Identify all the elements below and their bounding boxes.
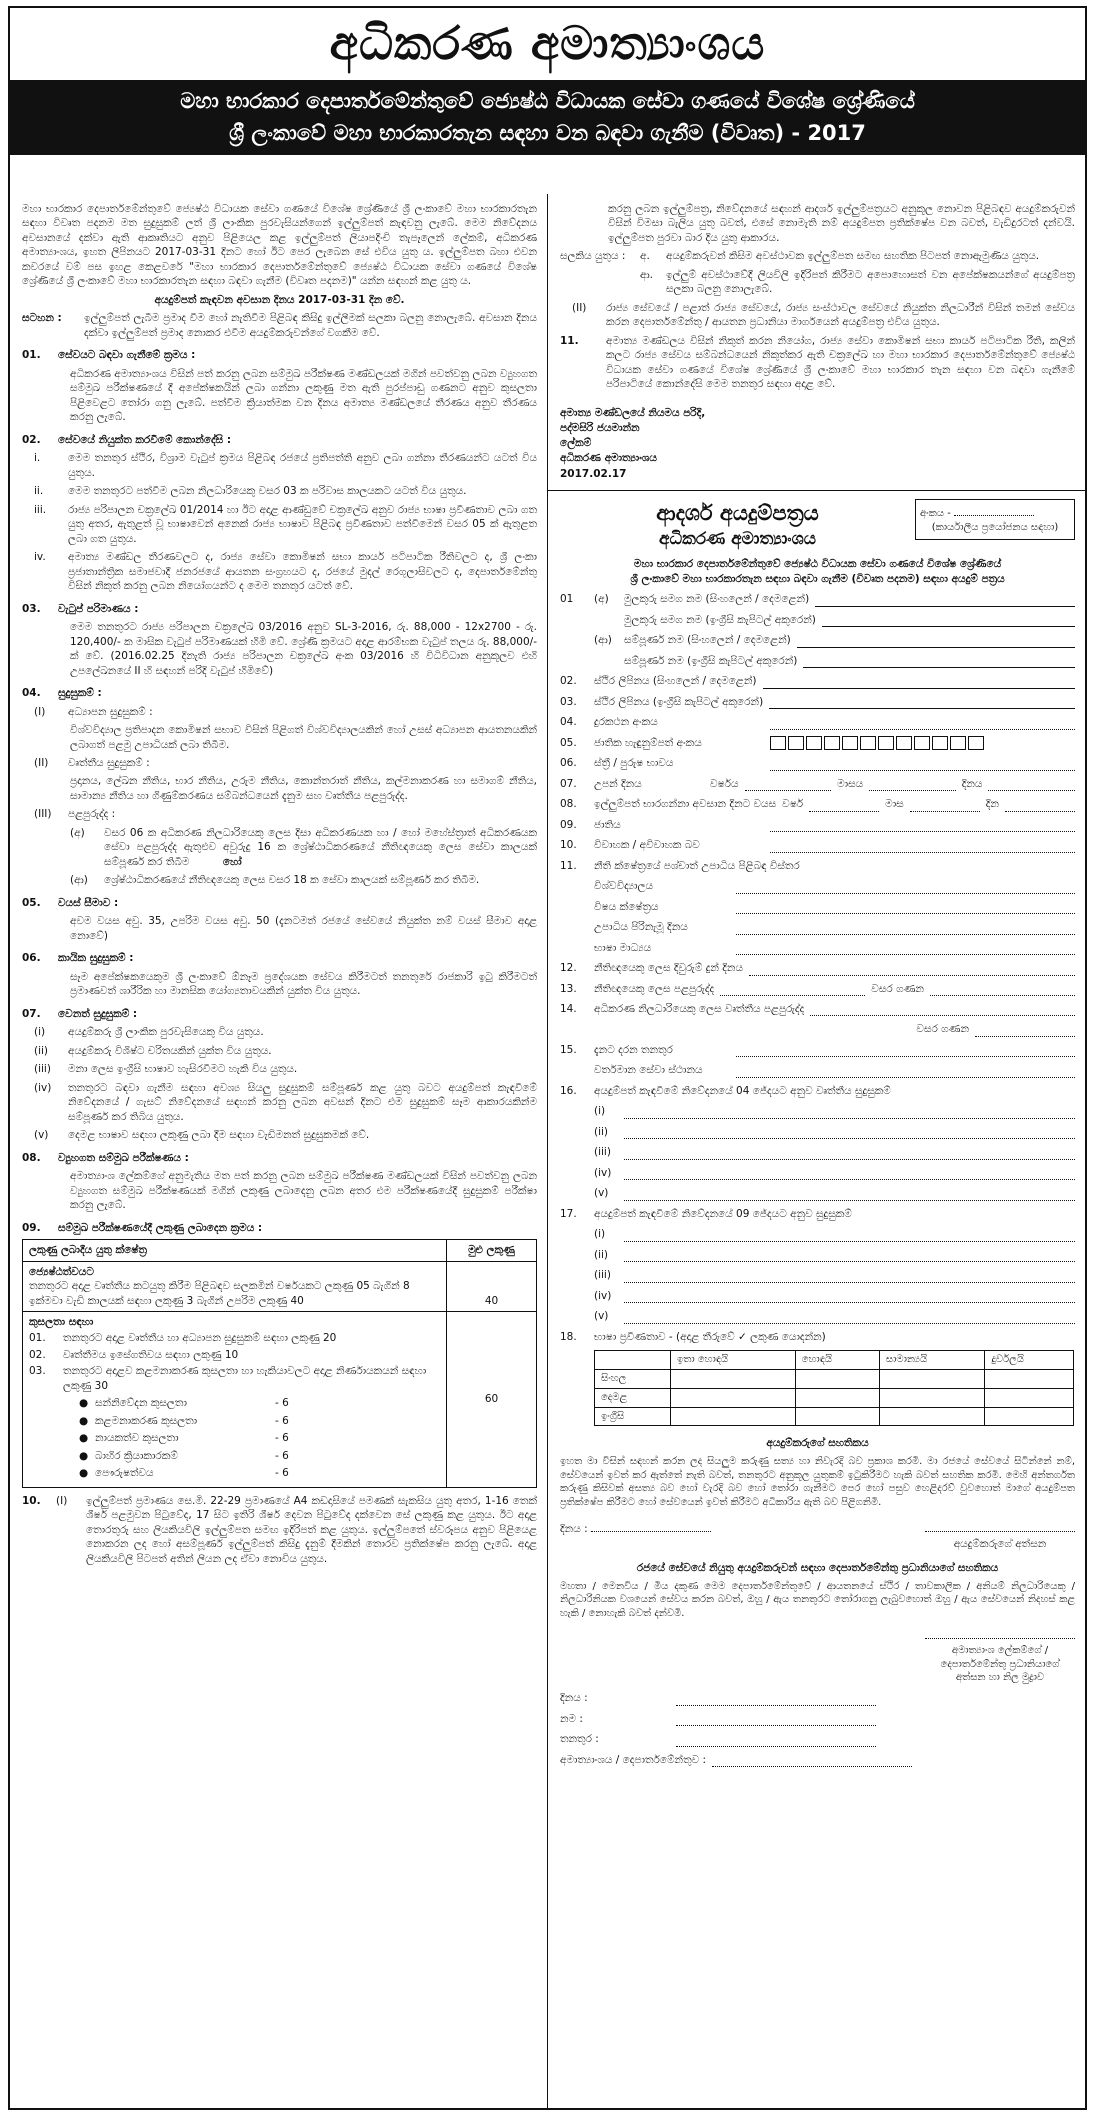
section-06-heading: 06. කායික සුදුසුකම් : [22,952,134,965]
s02-item: ii. මෙම තනතුරට පත්වීම ලබන නිලධාරියෙකු වසර 03 ක පරිවාස කාලයකට යටත් විය යුතුය. [34,485,467,498]
s04-iii-a: (අ) වසර 06 ක අධිකරණ නිලධාරියෙකු ලෙස දිසා අධිකරණයක හා / හෝ මහේස්ත්‍රාත් අධිකරණයක සේවා පළපුරුද්ද ඇතුළුව අවුරුදු 16 ක ශ්‍රේෂ්ඨාධිකරණයේ නීතිඥයෙකු ලෙස සේවා කාලයක් සම්පූර්ණ කර තිබීම හෝ [70,826,537,868]
field-postgrad: 11. නීති ක්ෂේත්‍රයේ පශ්චාත් උපාධිය පිළිබඳ විස්තර [560,859,800,872]
field-current-post[interactable]: 15. දැනට දරන තනතුර [560,1043,1075,1057]
field-prof-qual: 16. අයදුම්පත් කැඳවීමේ නිවේදනයේ 04 ජේදයට අනුව වෘත්තීය සුදුසුකම් [560,1084,891,1097]
field-head-name[interactable]: නම : [560,1712,1075,1726]
table-row: දෙමළ [595,1388,1074,1407]
field-dob[interactable]: 07. උපන් දිනය වර්ෂය මාසය දිනය [560,777,1075,791]
field-qual-09-4[interactable]: (iv) [560,1289,1075,1303]
s04-ii-text: ප්‍රදානය, ලේඛන නීතිය, භාර නීතිය, උරුම නීතිය, කොන්තරාත් නීතිය, කල්මනාකරණ හා සමාගම් නීතිය, සාමාන්‍ය නීතිය හා ගිණුම්කරණය සම්බන්ධයෙන් දැනුම සහ වෘත්තීය පළපුරුද්ද. [70,775,537,802]
field-prof-qual-3[interactable]: (iii) [560,1145,1075,1159]
note: සටහන : ඉල්ලුම්පත් ලැබීම ප්‍රමාද වීම හෝ නැතිවීම පිළිබඳ කිසිදු ඉල්ලීමක් සලකා බලනු නොලැබේ. අවසාන දිනය දක්වා ඉල්ලුම්පත් ප්‍රමාද නොකර එවීම අයදුම්කරුවන්ගේ වගකීම වේ. [22,312,537,339]
s04-i-text: විශ්වවිද්‍යාල ප්‍රතිපාදන කොමිෂන් සභාව විසින් පිළිගත් විශ්වවිද්‍යාලයකින් හෝ උසස් අධ්‍යාපන ආයතනයකින් ලබාගත් පළමු උපාධියක් ලබා තිබීම. [70,724,537,751]
list-item: ● නායකත්ව කුසලතා - 6 [79,1432,289,1445]
section-04-heading: 04. සුදුසුකම් : [22,687,102,700]
table-row: ඉංග්‍රීසි [595,1407,1074,1426]
sub-note-b: ආ. ඉල්ලුම් අවස්ථාවේදී ලියවිලි ඉදිරිපත් කිරීමට අපොහොසත් වන අපේක්ෂකයන්ගේ අයදුම්පත්‍ර සලකා බලනු නොලැබේ. [640,268,1075,296]
section-10: 10. (I) ඉල්ලුම්පත් ප්‍රමාණය සෙ.මි. 22-29 ප්‍රමාණයේ A4 කඩදාසියේ පමණක් සැකසිය යුතු අතර, 1-16 තෙක් ශීර්ෂ පළමුවන පිටුවේද, 17 සිට ඉතිරි ශීර්ෂ දෙවන පිටුවේද දක්වෙන සේ ලකුණු කළ යුතුය. ඊට අදාළ තොරතුරු සහ ලියකියවිලි ඉල්ලුම්පත සමඟ ඉදිරිපත් කළ යුතුය. ඉල්ලුම්පතේ ස්වරූපය අනුව පිළියෙළ නොකරන ලද හෝ අසම්පූර්ණ ඉල්ලුම්පත් කිසිදු දැනුම් දීමකින් තොරව ප්‍රතික්ෂේප කරනු ලැබේ. අදාළ ලියකියවිලි පිටපත් අතින් ලියන ලද ඒවා නොවිය යුතුය. [22,1494,537,1565]
field-workplace[interactable]: වර්තමාන සේවා ස්ථානය [560,1063,1075,1077]
form-subtitle-1: මහා භාරකාර දෙපාර්තමේන්තුවේ ජ්‍යෙෂ්ඨ විධායක සේවා ගණයේ විශේෂ ශ්‍රේණියේ [633,558,1002,571]
field-language: 18. භාෂා ප්‍රවීණතාව - (අදාළ තීරුවේ ✓ ලකුණ යොදන්න) [560,1330,826,1343]
field-prof-qual-1[interactable]: (i) [560,1104,1075,1118]
marks-merit: කුසලතා සඳහා 01. තනතුරට අදාළ වෘත්තීය හා අධ්‍යාපන සුදුසුකම් සඳහා ලකුණු 20 02. වෘත්තීමය ඉසේගතිවය සඳහා ලකුණු 10 03. තනතුරට අදාළව කළමනාකරණ කුසලතා හා හැකියාවලට අදාළ නිර්ණායකයන් සඳහා ලකුණු 30 ● සන්නිවේදන කුසලතා - 6 ● කළමනාකරණ කුසලතා - 6 ● නායකත්ව කුසලතා - 6 ● බාහිර ක්‍රියාකාරකම් - 6 ● පෞරුෂත්වය - 6 [23,1312,447,1488]
marks-seniority: ජ්‍යෙෂ්ඨත්වයට තනතුරට අදාළ වෘත්තීය කටයුතු කිරීම පිළිබඳව සලකමින් වර්ෂයකට ලකුණු 05 බැගින් 8 ඉක්මවා වැඩි කාලයක් සඳහා ලකුණු 3 බැගින් උපරිම ලකුණු 40 [23,1261,447,1311]
field-qual-09-2[interactable]: (ii) [560,1248,1075,1262]
list-item: ● බාහිර ක්‍රියාකාරකම් - 6 [79,1449,289,1462]
marks-table [22,1239,537,1488]
list-item: ● පෞරුෂත්වය - 6 [79,1467,289,1480]
section-02-heading: 02. සේවයේ නියුක්ත කරවීමේ කොන්දේසි : [22,433,232,446]
marks-th-field: ලකුණු ලබාදීය යුතු ක්ෂේත්‍ර [23,1240,447,1261]
field-qual-09-1[interactable]: (i) [560,1227,1075,1241]
right-column [548,194,1085,2108]
section-01-heading: 01. සේවයට බඳවා ගැනීමේ ක්‍රමය : [22,349,196,362]
table-row: සිංහල [595,1370,1074,1389]
field-prof-qual-4[interactable]: (iv) [560,1166,1075,1180]
continued-text: කරනු ලබන ඉල්ලුම්පත්‍ර, නිවේදනයේ සඳහන් ආදර්ශ ඉල්ලුම්පත්‍රයට අනුකූල නොවන පිළිබඳව අයදුම්කරුවන් විසින් විමසා බැලිය යුතු බවත්, එසේ නොමැති නම් අයදුම්පත ප්‍රතික්ෂේප වන බවත්, වැඩිදුරටත් දන්වයි. ඉල්ලුම්පත පුරවා බාර දිය යුතු ආකාරය. [608,203,1075,244]
marks-seniority-total: 40 [447,1261,537,1311]
s04-i-heading: (I) අධ්‍යාපන සුදුසුකම් : [34,705,153,718]
section-03-heading: 03. වැටුප් පරිමාණය : [22,602,139,615]
s02-item: iv. අමාත්‍ය මණ්ඩල තීරණවලට ද, රාජ්‍ය සේවා කොමිෂන් සභා කාර්ය පටිපාටික රීතිවලට ද, ශ්‍රී ලංකා ප්‍රජාතාන්ත්‍රික සමාජවාදී ජනරජයේ ආයතන සංග්‍රහයට ද, රජයේ මුදල් රෙගුලාසිවලට ද, දෙපාර්තමේන්තු විසින් නිකුත් කරනු ලබන නියෝගයන්ට ද මෙම තනතුර යටත් වේ. [34,551,537,593]
closing-date: අයදුම්පත් කැඳවන අවසාන දිනය 2017-03-31 දින වේ. [154,293,405,306]
s07-item: (v) දෙමළ භාෂාව සඳහා ලකුණු ලබා දීම සඳහා වැඩිමනත් සුදුසුකමක් වේ. [34,1129,370,1142]
notice-banner [10,80,1085,155]
field-full-name-si[interactable]: (ආ) සම්පූර්ණ නම (සිංහලෙන් / දෙමළෙන්) [560,633,1075,647]
field-full-name-en[interactable]: සම්පූර්ණ නම (ඉංග්‍රීසි කැපිටල් අකුරෙන්) [560,654,1075,668]
field-civil-status[interactable]: 10. විවාහක / අවිවාහක බව [560,838,1075,852]
sub-note-ii: (II) රාජ්‍ය සේවයේ / පළාත් රාජ්‍ය සේවයේ, රාජ්‍ය සංස්ථාවල සේවයේ නියුක්ත නිලධාරීන් විසින් තමන් සේවය කරන දෙපාර්තමේන්තු / ආයතන ප්‍රධානියා මාර්ගයෙන් අයදුම්පත්‍ර එවිය යුතුය. [572,301,1075,329]
marks-merit-total: 60 [447,1312,537,1488]
field-head-date[interactable]: දිනය : [560,1691,1075,1705]
marks-th-total: මුළු ලකුණු [447,1240,537,1261]
applicant-sign-row[interactable]: දිනය : අයදුම්කරුගේ අත්සන [560,1520,1075,1551]
field-subject[interactable]: විෂය ක්ෂේත්‍රය [560,900,1075,914]
applicant-cert-heading: අයදුම්කරුගේ සහතිකය [766,1437,869,1450]
s04-iii-heading: (III) පළපුරුද්ද : [34,808,116,821]
field-age[interactable]: 08. ඉල්ලුම්පත් භාරගන්නා අවසාන දිනට වයස වර්ෂ මාස දින [560,797,1075,811]
field-qual-09-5[interactable]: (v) [560,1309,1075,1323]
field-name-initials-en[interactable]: මුලකුරු සමග නම (ඉංග්‍රීසි කැපිටල් අකුරෙන්) [560,613,1075,627]
language-table: ඉතා හොඳයි හොඳයි සාමාන්‍යයි දුර්වලයි සිංහල දෙමළ ඉංග්‍රීසි [594,1350,1074,1426]
form-title: ආදර්ශ අයදුම්පත්‍රය [656,499,819,525]
field-head-post[interactable]: තනතුර : [560,1732,1075,1746]
application-form [548,490,1085,1767]
field-oath-date[interactable]: 12. නීතිඥයෙකු ලෙස දිවුරුම් දුන් දිනය [560,961,1075,975]
banner-line-1: මහා භාරකාර දෙපාර්තමේන්තුවේ ජ්‍යෙෂ්ඨ විධායක සේවා ගණයේ විශේෂ ශ්‍රේණියේ [180,89,915,113]
s02-item: iii. රාජ්‍ය පරිපාලන චක්‍රලේඛ 01/2014 හා ඊට අදාළ ආණ්ඩුවේ චක්‍රලේඛ අනුව රාජ්‍ය භාෂා ප්‍රවීණතාව ලබා ගත යුතු අතර, ඇතුළත් වූ භාෂාවෙන් අනෙක් රාජ්‍ය භාෂාව පිළිබඳ ප්‍රවීණතාව පත්වීමෙන් වසර 05 ක් ඇතුළත ලබා ගත යුතුය. [34,503,537,545]
section-07-heading: 07. වෙනත් සුදුසුකම් : [22,1007,138,1020]
section-08-heading: 08. ව්‍යුහගත සම්මුඛ පරීක්ෂණය : [22,1151,189,1164]
field-lawyer-experience[interactable]: 13. නීතිඥයෙකු ලෙස පළපුරුද්ද වසර ගණන [560,982,1075,996]
s07-item: (ii) අයදුම්කරු විශිෂ්ට චරිතයකින් යුක්ත විය යුතුය. [34,1044,272,1057]
head-sign-block[interactable]: අමාත්‍යාංශ ලේකම්ගේ / දෙපාර්තමේන්තු ප්‍රධානියාගේ අත්සන හා නිල මුද්‍රාව [560,1627,1075,1685]
section-01-text: අධිකරණ අමාත්‍යාංශය විසින් පත් කරනු ලබන සම්මුඛ පරීක්ෂණ මණ්ඩලයක් මගින් පවත්වනු ලබන ව්‍යුහගත සම්මුඛ පරීක්ෂණයේ දී අපේක්ෂකයින් ලබා ගන්නා ලකුණු මත ඇති පුරප්පාඩු ගණනට අනුව කුසලතා පිළිවෙළට තෝරා ගනු ලැබේ. පත්වීම ක්‍රියාත්මක වන දිනය අමාත්‍ය මණ්ඩලයේ තීරණය අනුව තීරණය කරනු ලැබේ. [70,367,537,424]
s07-item: (iv) තනතුරට බඳවා ගැනීම සඳහා අවශ්‍ය සියලු සුදුසුකම් සම්පූර්ණ කළ යුතු බවට අයදුම්පත් කැඳවීමේ නිවේදනයේ / ගැසට් නිවේදනයේ සඳහන් කරනු ලබන අවසන් දිනට එම සුදුසුකම් සෑම ආකාරයකින්ම සම්පූර්ණ කර තිබිය යුතුය. [34,1081,537,1123]
field-prof-qual-2[interactable]: (ii) [560,1125,1075,1139]
head-cert-text: මහතා / මෙනවිය / මිය දකුණ මෙම දෙපාර්තමේන්තුවේ / ආයතනයේ ස්ථිර / තාවකාලික / අනියම් නිලධාරියෙකු / නිලධාරිනියක වශයෙන් සේවය කරන බවත්, ඔහු / ඇය තනතුරට තෝරාගනු ලැබුවහොත් ඔහු / ඇය සේවයෙන් නිදහස් කළ හැකි / නොහැකි බවත් දන්වමි. [560,1580,1075,1620]
field-medium[interactable]: භාෂා මාධ්‍යය [560,941,1075,955]
field-name-initials-si[interactable]: 01 (අ) මුලකුරු සමග නම (සිංහලෙන් / දෙමළෙන්) [560,592,1075,606]
notice-page [8,6,1087,2110]
s04-iii-b: (ආ) ශ්‍රේෂ්ඨාධිකරණයේ නීතිඥයෙකු ලෙස වසර 18 ක සේවා කාලයක් සම්පූර්ණ කර තිබීම. [70,874,480,887]
field-nic[interactable]: 05. ජාතික හැඳුනුම්පත් අංකය [560,736,1075,750]
list-item: ● කළමනාකරණ කුසලතා - 6 [79,1414,289,1427]
signature-block: අමාත්‍ය මණ්ඩලයේ නියමය පරිදි, පද්මසිරි ජයමාන්න ලේකම් අධිකරණ අමාත්‍යාංශය 2017.02.17 [560,406,706,480]
banner-line-2: ශ්‍රී ලංකාවේ මහා භාරකාරතැන සඳහා වන බඳවා ගැනීම (විවෘත) - 2017 [229,120,866,145]
intro-paragraph: මහා භාරකාර දෙපාර්තමේන්තුවේ ජ්‍යෙෂ්ඨ විධායක සේවා ගණයේ විශේෂ ශ්‍රේණියේ ශ්‍රී ලංකාවේ මහා භාරකාරතැන සඳහා විවෘත පදනම මත සුදුසුකම් ලත් ශ්‍රී ලාංකික පුරවැසියන්ගෙන් ඉල්ලුම්පත් කැඳවනු ලැබේ. මෙම නිවේදනය අවසානයේ දක්වා ඇති ආකෘතියට අනුව පිළියෙල කළ ඉල්ලුම්පත් ලියාපදිංචි තැපෑලෙන් ලේකම්, අධිකරණ අමාත්‍යාංශය, ඉහත ලිපිනයට 2017-03-31 දිනට හෝ ඊට පෙර ලැබෙන සේ එවිය යුතු ය. ඉල්ලුම්පත බහා එවන කවරයේ වම් පස ඉහළ කෙළවරේ "මහා භාරකාර දෙපාර්තමේන්තුවේ ජ්‍යෙෂ්ඨ විධායක සේවා ගණයේ විශේෂ ශ්‍රේණියේ ශ්‍රී ලංකාවේ මහා භාරකාරතැන සඳහා බඳවා ගැනීම (විවෘත පදනම)" යන්න සඳහන් කළ යුතු ය. [22,203,537,288]
left-column [10,194,548,2108]
section-09-heading: 09. සම්මුඛ පරීක්ෂණයේදී ලකුණු ලබාදෙන ක්‍රමය : [22,1221,263,1234]
s07-item: (iii) මනා ලෙස ඉංග්‍රීසි භාෂාව හැසිරවීමට හැකි විය යුතුය. [34,1063,298,1076]
field-gender[interactable]: 06. ස්ත්‍රී / පුරුෂ භාවය [560,756,1075,770]
list-item: ● සන්නිවේදන කුසලතා - 6 [79,1397,289,1410]
section-05-heading: 05. වයස් සීමාව : [22,896,119,909]
ministry-title: අධිකරණ අමාත්‍යාංශය [329,16,766,71]
applicant-cert-text: ඉහත මා විසින් සඳහන් කරන ලද සියලුම කරුණු සත්‍ය හා නිවැරදි බව ප්‍රකාශ කරමි. මා රජයේ සේවයේ සිටින්නේ නම්, සේවයෙන් ඉවත් කර ඇත්තේ නැති බවත්, තනතුරට අනුකූල යුතුකම් ඉටුකිරීමට හැකි බවත් සහතික කරමි. මෙහි අන්තර්ගත කරුණු කිසිවක් අසත්‍ය බව හෝ වැරදි බව හෝ තෝරා ගැනීමට පෙර හෝ පසුව හෙළිදරව් වුවහොත් මාගේ අයදුම්පත ප්‍රතික්ෂේප කිරීමට හෝ සේවයෙන් ඉවත් කිරීමට අධිකාරිය ඇති බව පිළිගනිමි. [560,1455,1075,1509]
s07-item: (i) අයදුම්කරු ශ්‍රී ලාංකික පුරවැසියෙකු විය යුතුය. [34,1026,264,1039]
field-judicial-years[interactable]: වසර ගණන [560,1022,1075,1036]
section-11: 11. අමාත්‍ය මණ්ඩලය විසින් නිකුත් කරන නියෝග, රාජ්‍ය සේවා කොමිෂන් සභා කාර්ය පටිපාටික රීති, කලින් කලට රාජ්‍ය සේවය සම්බන්ධයෙන් නිකුත්කර ඇති චක්‍රලේඛ හා මහා භාරකාර දෙපාර්තමේන්තුවේ ජ්‍යෙෂ්ඨ විධායක සේවා ගණයේ විශේෂ ශ්‍රේණියේ ශ්‍රී ලංකාවේ මහා භාරකාර තැන සඳහා වන බඳවා ගැනීමේ පරිපාටියේ කොන්දේසි මෙම තනතුර සඳහා අදාළ වේ. [560,334,1075,391]
field-university[interactable]: විශ්වවිද්‍යාලය [560,879,1075,893]
section-06-text: සෑම අපේක්ෂකයෙකුම ශ්‍රී ලංකාවේ ඕනෑම ප්‍රදේශයක සේවය කිරීමටත් තනතුරේ රාජකාරි ඉටු කිරීමටත් ප්‍රමාණවත් ශාරීරික හා මානසික යෝග්‍යතාවයකින් යුක්ත විය යුතුය. [70,970,537,998]
field-address-en[interactable]: 03. ස්ථිර ලිපිනය (ඉංග්‍රීසි කැපිටල් අකුරෙන්) [560,695,1075,709]
field-degree-date[interactable]: උපාධිය පිරිනැමූ දිනය [560,920,1075,934]
form-subtitle-2: ශ්‍රී ලංකාවේ මහා භාරකාරතැන සඳහා බඳවා ගැනීම (විවෘත පදනම) සඳහා අයදුම් පත්‍රය [630,572,1005,585]
field-phone[interactable]: 04. දුරකථන අංකය [560,715,1075,729]
field-judicial-experience[interactable]: 14. අධිකරණ නිලධාරියෙකු ලෙස වෘත්තීය පළපුරුද්ද [560,1002,1075,1016]
head-cert-heading: රජයේ සේවයේ නියුතු අයදුම්කරුවන් සඳහා දෙපාර්තමේන්තු ප්‍රධානියාගේ සහතිකය [636,1562,999,1575]
field-prof-qual-5[interactable]: (v) [560,1186,1075,1200]
s04-ii-heading: (II) වෘත්තීය සුදුසුකම් : [34,756,150,769]
field-address-si[interactable]: 02. ස්ථිර ලිපිනය (සිංහලෙන් / දෙමළෙන්) [560,674,1075,688]
form-ministry: අධිකරණ අමාත්‍යාංශය [659,528,816,549]
s02-item: i. මෙම තනතුර ස්ථිර, විශ්‍රාම වැටුප් ක්‍රමය පිළිබඳ රජයේ ප්‍රතිපත්ති අනුව ලබා ගන්නා තීරණයන්ට යටත් විය යුතුය. [34,452,537,479]
field-qual-09: 17. අයදුම්පත් කැඳවීමේ නිවේදනයේ 09 ජේදයට අනුව සුදුසුකම් [560,1207,852,1220]
section-05-text: අවම වයස අවු. 35, උපරිම වයස අවු. 50 (දැනටමත් රජයේ සේවයේ නියුක්ත නම් වයස් සීමාව අදාළ නොවේ) [70,915,537,942]
section-08-text: අමාත්‍යාංශ ලේකම්ගේ අනුමැතිය මත පත් කරනු ලබන සම්මුඛ පරීක්ෂණ මණ්ඩලයක් විසින් පවත්වනු ලබන ව්‍යුහගත සම්මුඛ පරීක්ෂණයක් මගින් ලකුණු ලබාදෙනු ලබන අතර එම පරීක්ෂණයේදී සුදුසුකම් පරීක්ෂා කරනු ලැබේ. [70,1170,537,1212]
sub-note: සලකිය යුතුය : අ. අයදුම්කරුවන් කිසිම අවස්ථාවක ඉල්ලුම්පත සමඟ සහතික පිටපත් නොඇමුණිය යුතුය. [560,250,1040,263]
field-race[interactable]: 09. ජාතිය [560,818,1075,832]
section-03-text: මෙම තනතුරට රාජ්‍ය පරිපාලන චක්‍රලේඛ 03/2016 අනුව SL-3-2016, රු. 88,000 - 12x2700 - රු. 120,400/- ක මාසික වැටුප් පරිමාණයක් හිමි වේ. ශ්‍රේණි ක්‍රමයට අදාළ ආරම්භක වැටුප් තලය රු. 88,000/- ක් වේ. (2016.02.25 දිනැති රාජ්‍ය පරිපාලන චක්‍රලේඛ අංක 03/2016 හි විධිවිධාන අනුකූලව එහි උපලේඛනයේ II හි සඳහන් පරිදි වැටුප් හිමිවේ) [70,621,537,677]
field-qual-09-3[interactable]: (iii) [560,1268,1075,1282]
field-head-ministry[interactable]: අමාත්‍යාංශය / දෙපාර්තමේන්තුව : [560,1753,1075,1767]
office-use-box: අංකය - (කාර්යාලීය ප්‍රයෝජනය සඳහා) [915,499,1075,540]
